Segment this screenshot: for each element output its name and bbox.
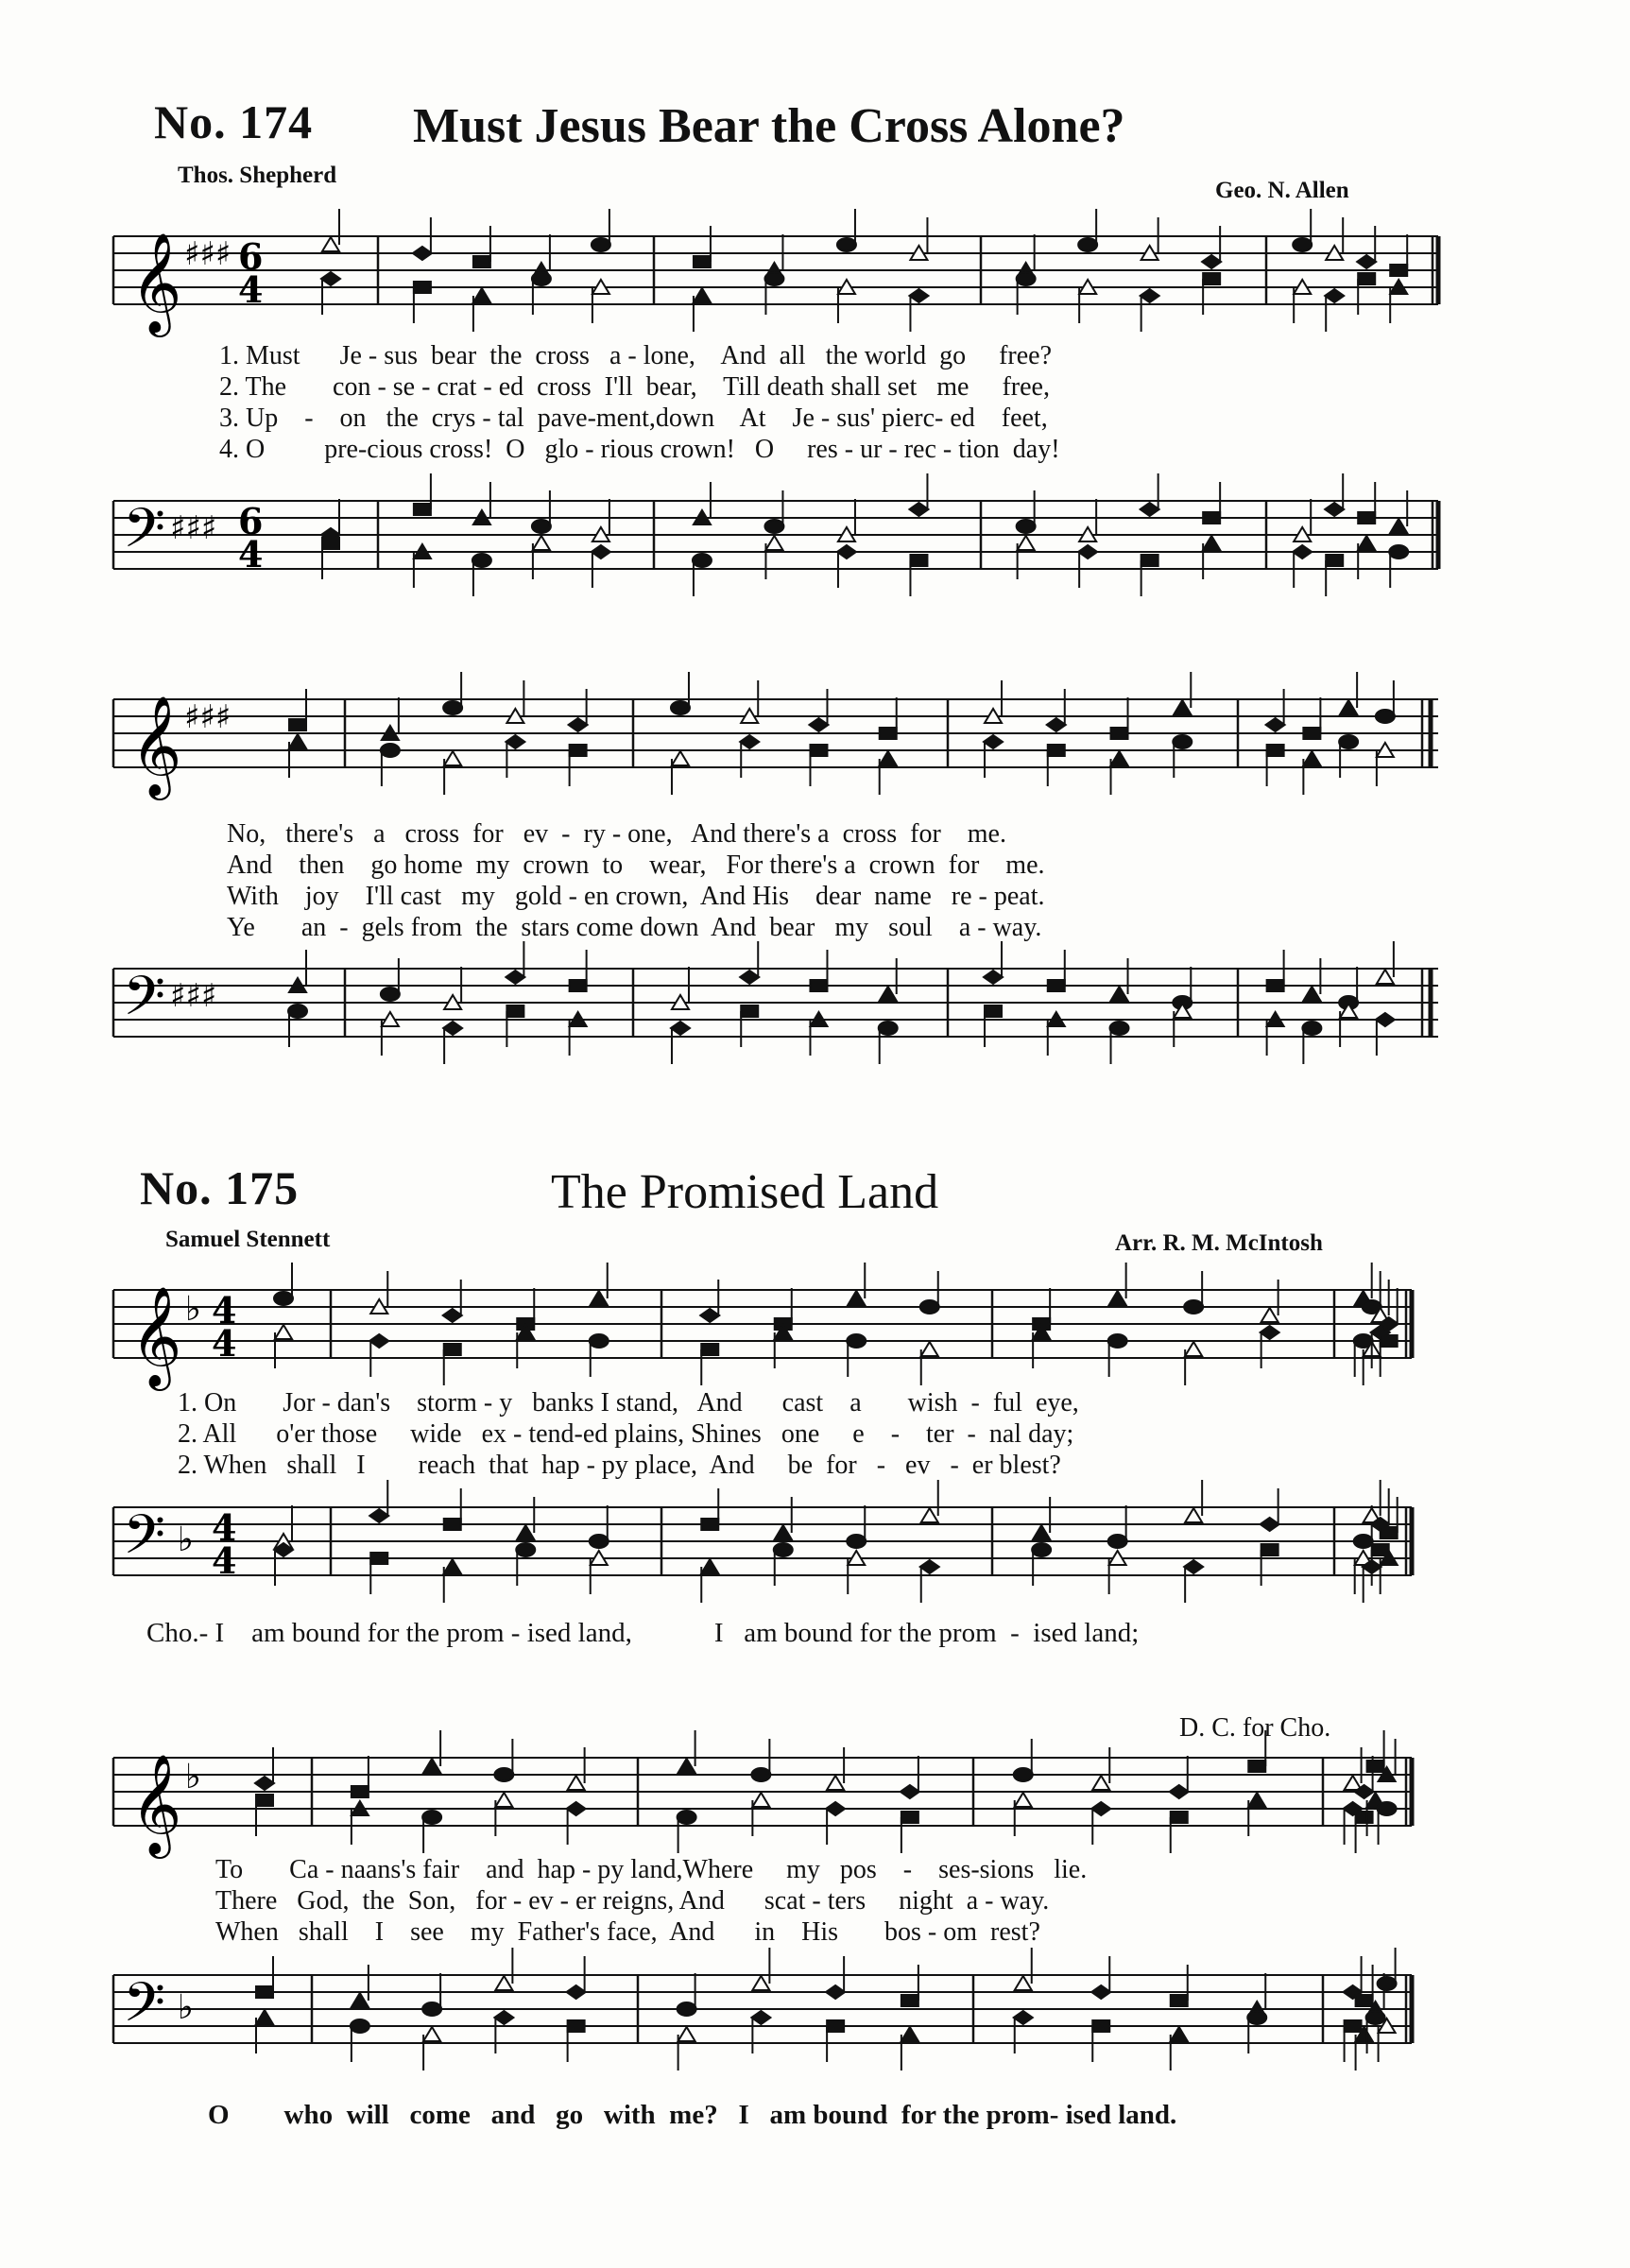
note-head — [1366, 2011, 1385, 2024]
note-head — [1303, 987, 1320, 1001]
note-head — [256, 2010, 273, 2024]
note-head — [255, 1777, 274, 1790]
note-head — [495, 1793, 512, 1807]
note-head — [826, 1985, 845, 1999]
lyric-line: 2. When shall I reach that hap - py place, And be for - ev - er blest? — [178, 1451, 1061, 1480]
note-head — [1356, 1812, 1373, 1823]
svg-text:♭: ♭ — [185, 1290, 201, 1329]
treble-staff — [0, 1739, 1630, 1862]
svg-text:4: 4 — [238, 268, 264, 311]
note-head — [921, 1342, 938, 1356]
svg-text:4: 4 — [212, 1506, 237, 1549]
lyric-line: 4. O pre-cious cross! O glo - rious crown! O res - ur - rec - tion day! — [219, 435, 1060, 464]
note-head — [880, 728, 897, 739]
note-head — [352, 1993, 369, 2007]
note-head — [1109, 1291, 1126, 1305]
note-head — [1261, 1326, 1279, 1339]
note-head — [413, 247, 432, 260]
note-head — [1354, 1535, 1373, 1548]
note-head — [1358, 273, 1375, 284]
note-head — [321, 272, 340, 285]
note-head — [1203, 512, 1220, 524]
note-head — [1303, 751, 1320, 765]
note-head — [678, 1759, 695, 1773]
note-head — [740, 971, 759, 984]
note-head — [1173, 735, 1192, 748]
note-head — [567, 1802, 586, 1815]
note-head — [1303, 728, 1320, 739]
note-head — [1033, 1525, 1050, 1539]
note-head — [752, 1793, 769, 1807]
note-head — [567, 1985, 586, 1999]
svg-text:♭: ♭ — [185, 1758, 201, 1796]
note-head — [1267, 745, 1284, 756]
note-head — [1381, 1527, 1398, 1538]
note-head — [1184, 1560, 1203, 1573]
words-credit: Thos. Shepherd — [178, 163, 337, 188]
note-head — [1048, 745, 1065, 756]
note-head — [693, 554, 712, 567]
svg-text:4: 4 — [212, 1322, 237, 1365]
treble-staff — [0, 680, 1630, 803]
note-head — [1141, 289, 1159, 302]
bass-staff — [0, 1956, 1630, 2079]
note-head — [827, 2020, 844, 2032]
note-head — [1390, 519, 1407, 533]
hymn-title: Must Jesus Bear the Cross Alone? — [413, 99, 1125, 153]
note-head — [444, 751, 461, 765]
note-head — [1014, 2011, 1033, 2024]
note-head — [570, 980, 587, 991]
note-head — [775, 1525, 792, 1539]
note-head — [740, 735, 759, 748]
note-head — [369, 1334, 388, 1348]
note-head — [901, 1995, 918, 2006]
note-head — [423, 1759, 440, 1773]
note-head — [473, 288, 490, 302]
note-head — [494, 2011, 513, 2024]
chorus-line: O who will come and go with me? I am bound for the prom- ised land. — [208, 2100, 1177, 2130]
music-credit: Geo. N. Allen — [1215, 178, 1349, 203]
note-head — [1141, 555, 1158, 566]
note-head — [901, 1812, 918, 1823]
note-head — [568, 1776, 585, 1790]
note-head — [809, 718, 828, 731]
treble-staff — [0, 217, 1630, 340]
note-head — [826, 1802, 845, 1815]
note-head — [1389, 545, 1408, 558]
note-head — [879, 1022, 898, 1035]
note-head — [1111, 728, 1128, 739]
note-head — [909, 289, 928, 302]
note-head — [694, 288, 711, 302]
lyric-line: With joy I'll cast my gold - en crown, And His dear name re - peat. — [227, 882, 1045, 911]
lyric-line: Ye an - gels from the stars come down And bear my soul a - way. — [227, 913, 1042, 942]
note-head — [289, 734, 306, 748]
note-head — [1171, 1812, 1188, 1823]
note-head — [678, 1811, 696, 1824]
note-head — [765, 536, 782, 550]
note-head — [1184, 1300, 1203, 1314]
lyric-line: 2. The con - se - crat - ed cross I'll bear, Till death shall set me free, — [219, 372, 1050, 402]
note-head — [694, 256, 711, 267]
note-head — [1078, 545, 1097, 558]
note-head — [848, 1291, 865, 1305]
note-head — [1092, 1776, 1109, 1790]
note-head — [472, 554, 491, 567]
note-head — [1325, 503, 1344, 516]
note-head — [369, 1509, 388, 1522]
note-head — [590, 1334, 609, 1348]
note-head — [901, 1785, 919, 1798]
note-head — [1358, 536, 1375, 550]
note-head — [443, 1022, 462, 1035]
note-head — [570, 745, 587, 756]
svg-text:6: 6 — [238, 235, 264, 278]
note-head — [1345, 1776, 1362, 1790]
note-head — [847, 1535, 866, 1548]
note-head — [516, 1543, 535, 1556]
note-head — [444, 1519, 461, 1530]
note-head — [1047, 718, 1066, 731]
note-head — [1357, 255, 1376, 268]
note-head — [591, 1291, 608, 1305]
svg-text:𝄢: 𝄢 — [123, 964, 166, 1041]
note-head — [671, 1022, 690, 1035]
note-head — [1345, 2020, 1362, 2032]
note-head — [1018, 536, 1035, 550]
note-head — [984, 971, 1003, 984]
note-head — [351, 2019, 369, 2033]
note-head — [909, 503, 928, 516]
svg-text:𝄞: 𝄞 — [130, 1285, 182, 1386]
note-head — [1091, 1802, 1110, 1815]
note-head — [274, 1292, 293, 1305]
lyric-line: No, there's a cross for ev - ry - one, And there's a cross for me. — [227, 819, 1006, 849]
note-head — [370, 1553, 387, 1564]
note-head — [1170, 1785, 1189, 1798]
chorus-line: Cho.- I am bound for the prom - ised land, I am bound for the prom - ised land; — [146, 1618, 1140, 1648]
note-head — [381, 988, 400, 1001]
svg-text:4: 4 — [238, 533, 264, 576]
note-head — [1108, 1334, 1127, 1348]
note-head — [1381, 1335, 1398, 1347]
note-head — [1326, 555, 1343, 566]
note-head — [1048, 980, 1065, 991]
note-head — [752, 1976, 769, 1990]
note-head — [1092, 2020, 1109, 2032]
note-head — [920, 1560, 939, 1573]
svg-text:♯♯♯: ♯♯♯ — [184, 235, 232, 273]
note-head — [1325, 289, 1344, 302]
svg-text:♭: ♭ — [178, 1521, 194, 1559]
note-head — [921, 1508, 938, 1522]
note-head — [1141, 503, 1159, 516]
note-head — [1015, 1976, 1032, 1990]
note-head — [517, 1525, 534, 1539]
note-head — [1356, 1995, 1373, 2006]
note-head — [532, 520, 551, 533]
note-head — [984, 735, 1003, 748]
note-head — [701, 1344, 718, 1355]
note-head — [678, 2002, 696, 2016]
note-head — [1017, 520, 1036, 533]
note-head — [1367, 1761, 1384, 1772]
note-head — [422, 2002, 441, 2016]
note-head — [1261, 1518, 1279, 1531]
note-head — [495, 1976, 512, 1990]
note-head — [256, 1795, 273, 1806]
note-head — [1111, 987, 1128, 1001]
lyric-line: 1. Must Je - sus bear the cross a - lone, And all the world go free? — [219, 341, 1053, 370]
svg-text:♯♯♯: ♯♯♯ — [170, 977, 217, 1015]
note-head — [423, 2027, 440, 2041]
note-head — [414, 282, 431, 293]
note-head — [506, 735, 524, 748]
note-head — [1015, 1793, 1032, 1807]
note-head — [1376, 710, 1395, 723]
note-head — [532, 272, 551, 285]
note-head — [1248, 1793, 1265, 1807]
lyric-line: And then go home my crown to wear, For there's a crown for me. — [227, 850, 1045, 880]
note-head — [381, 744, 400, 757]
note-head — [1174, 700, 1191, 714]
note-head — [810, 980, 827, 991]
note-head — [1247, 2011, 1266, 2024]
note-head — [1377, 970, 1394, 984]
note-head — [473, 256, 490, 267]
note-head — [322, 237, 339, 251]
lyric-line: To Ca - naans's fair and hap - py land,Where my pos - ses-sions lie. — [215, 1855, 1088, 1884]
note-head — [985, 1005, 1002, 1017]
dc-marking: D. C. for Cho. — [1179, 1713, 1331, 1743]
note-head — [275, 1325, 292, 1339]
note-head — [568, 2020, 585, 2032]
note-head — [444, 1344, 461, 1355]
note-head — [1302, 1022, 1321, 1035]
note-head — [827, 1776, 844, 1790]
note-head — [322, 538, 339, 549]
note-head — [810, 745, 827, 756]
note-head — [1091, 1985, 1110, 1999]
note-head — [1376, 1013, 1395, 1026]
treble-staff — [0, 1271, 1630, 1394]
bass-staff — [0, 482, 1630, 605]
note-head — [901, 2027, 918, 2041]
note-head — [701, 1519, 718, 1530]
note-head — [506, 1005, 523, 1017]
note-head — [764, 272, 783, 285]
note-head — [678, 2027, 695, 2041]
note-head — [1203, 536, 1220, 550]
hymn-number: No. 174 — [154, 95, 314, 148]
svg-text:𝄢: 𝄢 — [123, 1970, 166, 2048]
note-head — [700, 1309, 719, 1322]
note-head — [444, 1559, 461, 1573]
note-head — [764, 520, 783, 533]
note-head — [1339, 735, 1358, 748]
note-head — [1293, 545, 1312, 558]
note-head — [1340, 700, 1357, 714]
svg-text:♭: ♭ — [178, 1988, 194, 2027]
note-head — [592, 238, 610, 251]
note-head — [774, 1543, 793, 1556]
lyric-line: 3. Up - on the crys - tal pave-ment,down At Je - sus' pierc- ed feet, — [219, 404, 1048, 433]
hymn-number: No. 175 — [140, 1161, 300, 1214]
hymn-title: The Promised Land — [551, 1165, 939, 1219]
note-head — [1017, 272, 1036, 285]
music-credit: Arr. R. M. McIntosh — [1115, 1230, 1323, 1256]
note-head — [1108, 1535, 1127, 1548]
bass-staff — [0, 1488, 1630, 1611]
note-head — [288, 1005, 307, 1018]
lyric-line: 2. All o'er those wide ex - tend-ed plains, Shines one e - ter - nal day; — [178, 1419, 1074, 1449]
note-head — [1267, 980, 1284, 991]
note-head — [1185, 1342, 1202, 1356]
note-head — [494, 1768, 513, 1781]
note-head — [1248, 1761, 1265, 1772]
note-head — [910, 555, 927, 566]
note-head — [1014, 1768, 1033, 1781]
note-head — [1110, 1022, 1129, 1035]
note-head — [741, 1005, 758, 1017]
note-head — [1032, 1543, 1051, 1556]
lyric-line: There God, the Son, for - ev - er reigns, And scat - ters night a - way. — [215, 1886, 1050, 1916]
note-head — [289, 719, 306, 730]
note-head — [672, 751, 689, 765]
note-head — [1261, 1308, 1278, 1322]
note-head — [837, 238, 856, 251]
svg-text:♯♯♯: ♯♯♯ — [170, 509, 217, 547]
note-head — [847, 1334, 866, 1348]
lyric-line: When shall I see my Father's face, And in His bos - om rest? — [215, 1917, 1040, 1947]
note-head — [1378, 1977, 1397, 1990]
note-head — [352, 1786, 369, 1797]
note-head — [506, 971, 524, 984]
svg-text:6: 6 — [238, 500, 264, 542]
note-head — [1202, 255, 1221, 268]
note-head — [533, 536, 550, 550]
note-head — [1078, 238, 1097, 251]
svg-text:𝄞: 𝄞 — [130, 1753, 182, 1854]
note-head — [256, 1986, 273, 1998]
note-head — [414, 504, 431, 515]
note-head — [751, 1768, 770, 1781]
note-head — [880, 751, 897, 765]
svg-text:𝄞: 𝄞 — [130, 695, 182, 796]
note-head — [443, 701, 462, 714]
note-head — [592, 545, 610, 558]
note-head — [569, 718, 588, 731]
note-head — [671, 701, 690, 714]
note-head — [1378, 1802, 1397, 1815]
svg-text:𝄞: 𝄞 — [130, 232, 182, 333]
note-head — [1266, 718, 1285, 731]
bass-staff — [0, 950, 1630, 1073]
note-head — [1390, 265, 1407, 276]
note-head — [1185, 1508, 1202, 1522]
note-head — [1203, 273, 1220, 284]
note-head — [1111, 751, 1128, 765]
note-head — [1261, 1544, 1278, 1555]
note-head — [443, 1309, 462, 1322]
note-head — [837, 545, 856, 558]
svg-text:♯♯♯: ♯♯♯ — [184, 698, 232, 736]
note-head — [590, 1535, 609, 1548]
note-head — [1358, 512, 1375, 524]
lyric-line: 1. On Jor - dan's storm - y banks I stand, And cast a wish - ful eye, — [178, 1388, 1079, 1418]
note-head — [422, 1811, 441, 1824]
note-head — [880, 987, 897, 1001]
note-head — [920, 1300, 939, 1314]
words-credit: Samuel Stennett — [165, 1227, 331, 1252]
svg-text:4: 4 — [212, 1539, 237, 1582]
svg-text:𝄢: 𝄢 — [123, 1503, 166, 1580]
svg-text:𝄢: 𝄢 — [123, 496, 166, 574]
note-head — [1171, 1995, 1188, 2006]
svg-text:4: 4 — [212, 1289, 237, 1332]
note-head — [701, 1559, 718, 1573]
note-head — [1293, 238, 1312, 251]
note-head — [1171, 2027, 1188, 2041]
note-head — [751, 2011, 770, 2024]
